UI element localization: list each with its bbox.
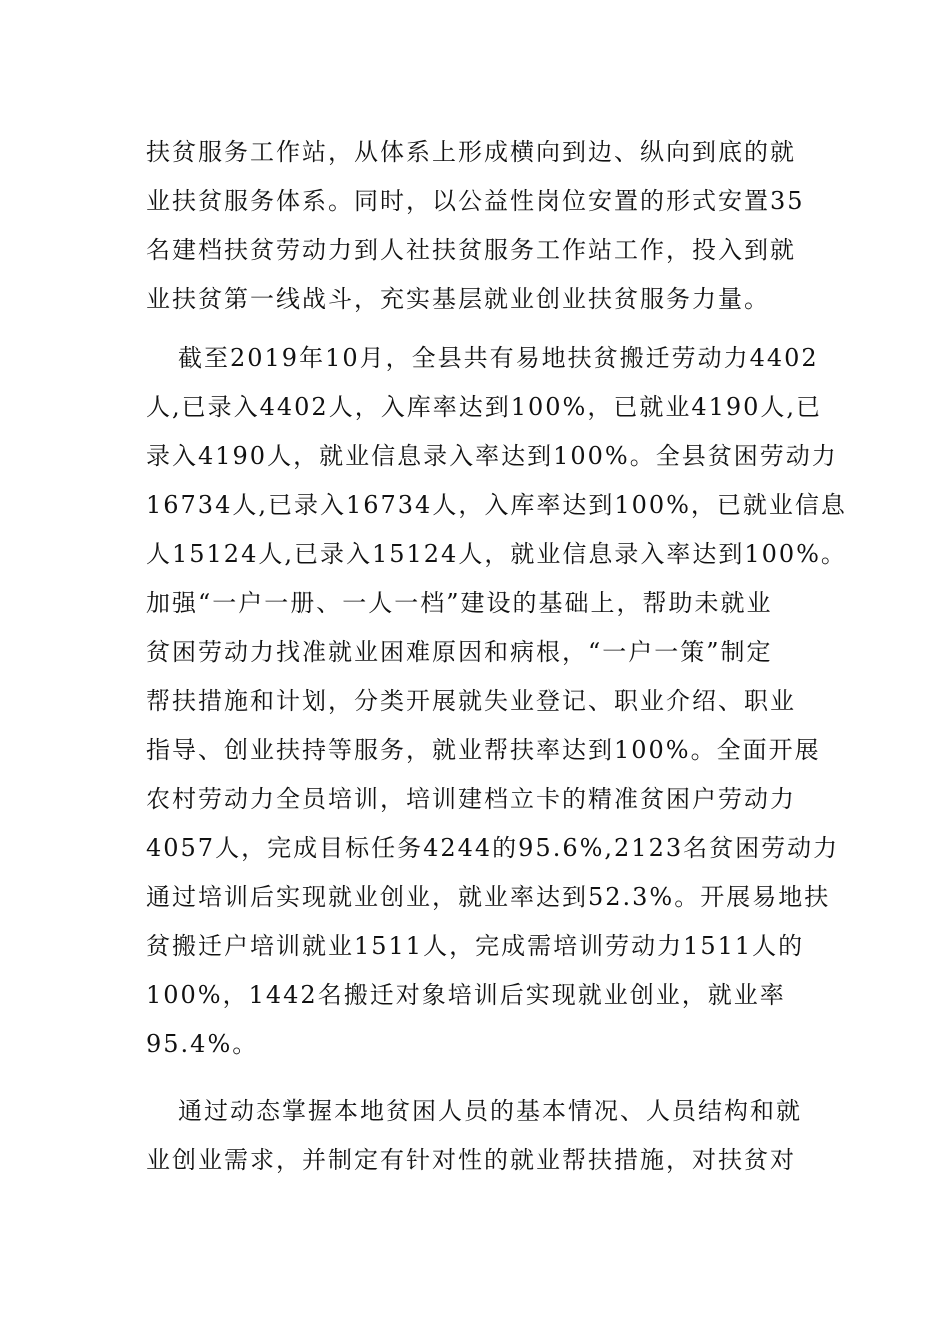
text-line: 4057人，完成目标任务4244的95.6%,2123名贫困劳动力 — [146, 834, 840, 862]
text-line: 农村劳动力全员培训，培训建档立卡的精准贫困户劳动力 — [146, 785, 796, 813]
text-line: 帮扶措施和计划，分类开展就失业登记、职业介绍、职业 — [146, 687, 796, 715]
text-line: 业扶贫第一线战斗，充实基层就业创业扶贫服务力量。 — [146, 285, 770, 313]
text-line: 业扶贫服务体系。同时，以公益性岗位安置的形式安置35 — [146, 187, 805, 215]
text-line: 扶贫服务工作站，从体系上形成横向到边、纵向到底的就 — [146, 138, 796, 166]
text-line: 通过培训后实现就业创业，就业率达到52.3%。开展易地扶 — [146, 883, 831, 911]
text-line: 名建档扶贫劳动力到人社扶贫服务工作站工作，投入到就 — [146, 236, 796, 264]
text-line: 指导、创业扶持等服务，就业帮扶率达到100%。全面开展 — [146, 736, 821, 764]
text-line: 人,已录入4402人，入库率达到100%，已就业4190人,已 — [146, 393, 823, 421]
text-line: 截至2019年10月，全县共有易地扶贫搬迁劳动力4402 — [178, 344, 819, 372]
text-line: 贫困劳动力找准就业困难原因和病根，“一户一策”制定 — [146, 638, 773, 666]
text-line: 录入4190人，就业信息录入率达到100%。全县贫困劳动力 — [146, 442, 838, 470]
text-line: 100%，1442名搬迁对象培训后实现就业创业，就业率 — [146, 981, 786, 1009]
text-line: 贫搬迁户培训就业1511人，完成需培训劳动力1511人的 — [146, 932, 805, 960]
text-line: 95.4%。 — [146, 1030, 259, 1058]
text-line: 人15124人,已录入15124人，就业信息录入率达到100%。 — [146, 540, 847, 568]
text-line: 业创业需求，并制定有针对性的就业帮扶措施，对扶贫对 — [146, 1146, 796, 1174]
text-line: 16734人,已录入16734人，入库率达到100%，已就业信息 — [146, 491, 847, 519]
text-line: 加强“一户一册、一人一档”建设的基础上，帮助未就业 — [146, 589, 773, 617]
text-line: 通过动态掌握本地贫困人员的基本情况、人员结构和就 — [178, 1097, 802, 1125]
